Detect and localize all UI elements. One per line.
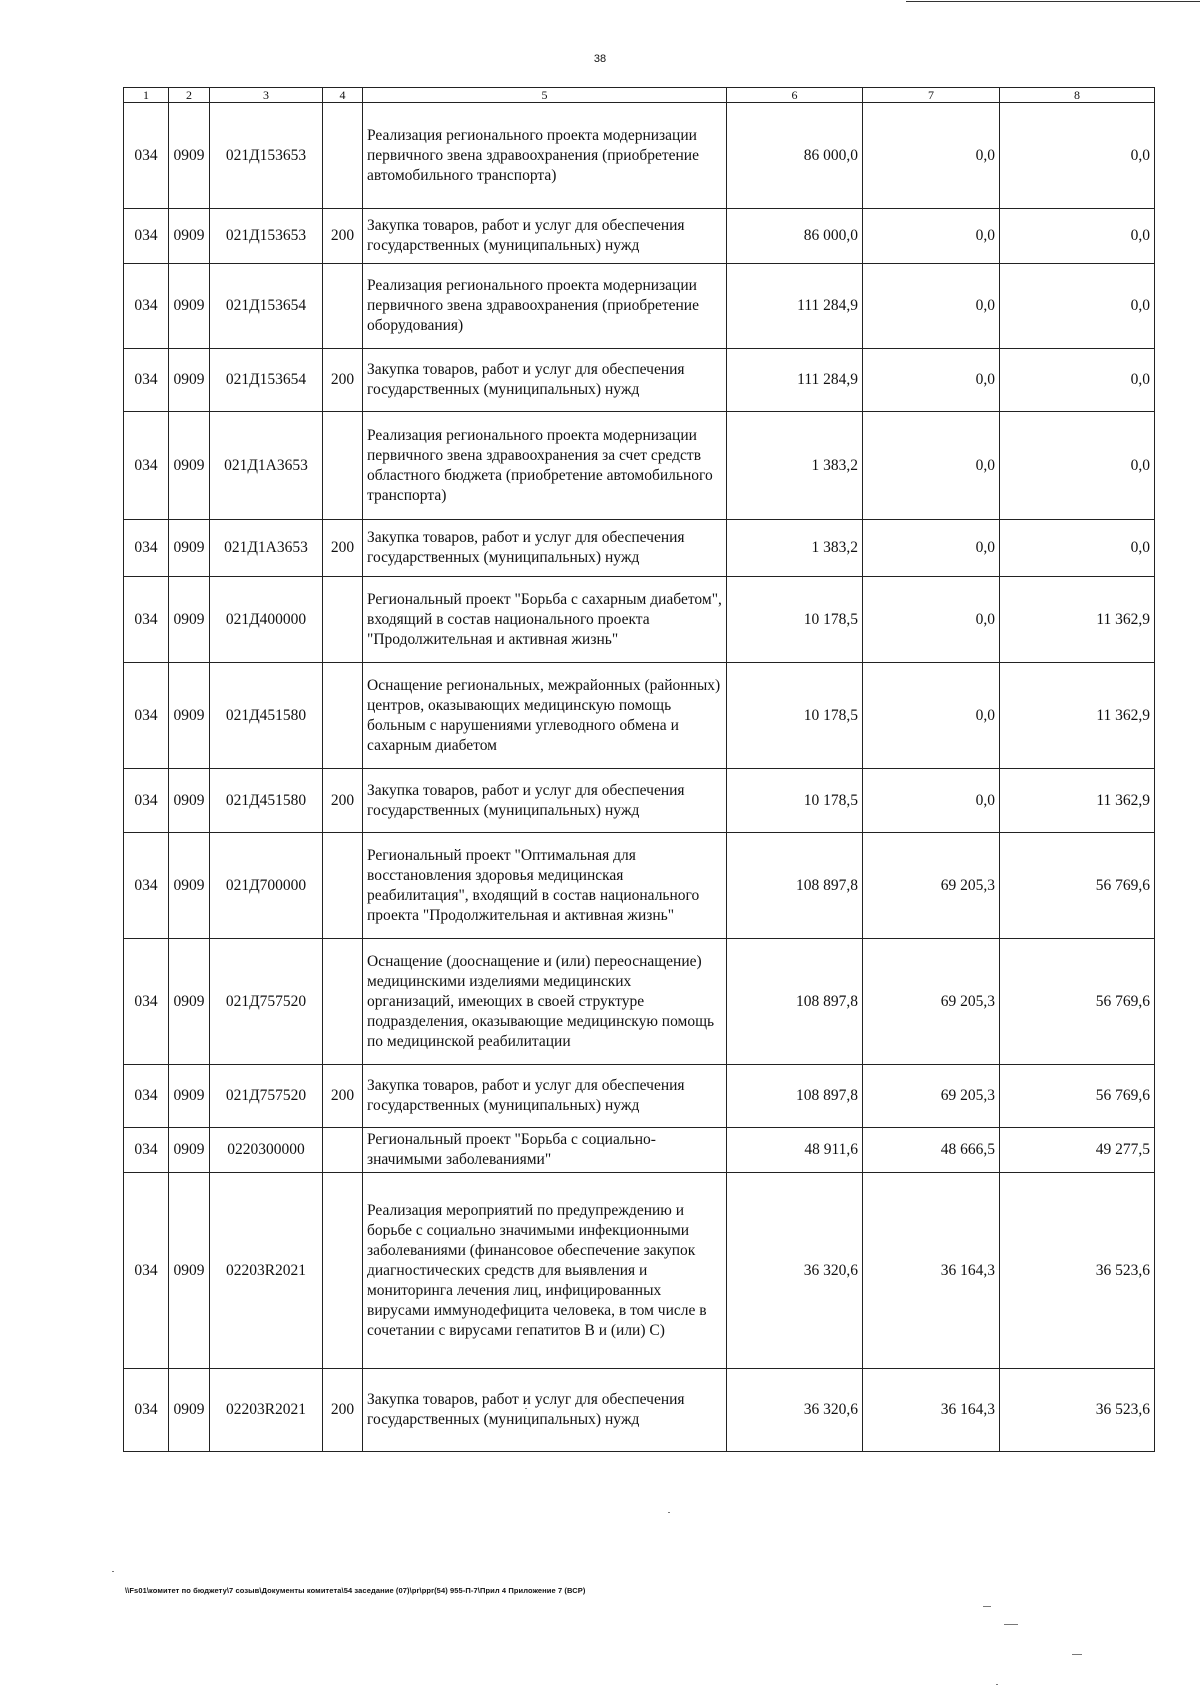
cell-admin-code: 034	[124, 520, 169, 577]
cell-admin-code: 034	[124, 1065, 169, 1128]
cell-section-code: 0909	[169, 769, 210, 833]
table-row	[124, 663, 1155, 769]
table-row	[124, 577, 1155, 663]
cell-amount-8: 0,0	[1000, 520, 1155, 577]
cell-target-code: 021Д451580	[210, 769, 323, 833]
cell-section-code: 0909	[169, 103, 210, 209]
page-number: 38	[593, 53, 607, 65]
cell-expense-type: 200	[323, 520, 363, 577]
cell-description: Реализация регионального проекта модернизации первичного звена здравоохранения за счет средств областного бюджета (приобретение автомобильного транспорта)	[363, 412, 727, 520]
cell-amount-8: 0,0	[1000, 103, 1155, 209]
table-row	[124, 264, 1155, 349]
cell-amount-6: 36 320,6	[727, 1369, 863, 1452]
cell-expense-type	[323, 264, 363, 349]
cell-section-code: 0909	[169, 1173, 210, 1369]
cell-amount-7: 0,0	[863, 769, 1000, 833]
cell-amount-8: 56 769,6	[1000, 833, 1155, 939]
col-header-2: 2	[169, 88, 210, 103]
cell-target-code: 021Д757520	[210, 1065, 323, 1128]
cell-admin-code: 034	[124, 349, 169, 412]
cell-expense-type	[323, 939, 363, 1065]
cell-amount-8: 56 769,6	[1000, 939, 1155, 1065]
cell-section-code: 0909	[169, 1065, 210, 1128]
cell-target-code: 02203R2021	[210, 1369, 323, 1452]
table-row	[124, 939, 1155, 1065]
cell-description: Региональный проект "Борьба с сахарным диабетом", входящий в состав национального проекта "Продолжительная и активная жизнь"	[363, 577, 727, 663]
cell-admin-code: 034	[124, 833, 169, 939]
cell-target-code: 021Д153653	[210, 103, 323, 209]
cell-admin-code: 034	[124, 769, 169, 833]
cell-admin-code: 034	[124, 1128, 169, 1173]
cell-description: Закупка товаров, работ и услуг для обеспечения государственных (муниципальных) нужд	[363, 769, 727, 833]
cell-amount-8: 11 362,9	[1000, 577, 1155, 663]
cell-section-code: 0909	[169, 209, 210, 264]
cell-target-code: 021Д700000	[210, 833, 323, 939]
scan-speck	[112, 1571, 114, 1572]
cell-admin-code: 034	[124, 939, 169, 1065]
cell-description: Закупка товаров, работ и услуг для обеспечения государственных (муниципальных) нужд	[363, 349, 727, 412]
cell-description: Закупка товаров, работ и услуг для обеспечения государственных (муниципальных) нужд	[363, 1065, 727, 1128]
cell-amount-7: 0,0	[863, 264, 1000, 349]
cell-amount-6: 1 383,2	[727, 520, 863, 577]
top-edge-line	[906, 1, 1200, 2]
budget-table	[123, 87, 1155, 1452]
cell-target-code: 021Д451580	[210, 663, 323, 769]
table-row	[124, 103, 1155, 209]
cell-amount-8: 49 277,5	[1000, 1128, 1155, 1173]
cell-amount-6: 108 897,8	[727, 1065, 863, 1128]
table-row	[124, 1173, 1155, 1369]
cell-amount-7: 0,0	[863, 412, 1000, 520]
table-row	[124, 349, 1155, 412]
cell-admin-code: 034	[124, 663, 169, 769]
table-row	[124, 769, 1155, 833]
scan-speck	[525, 1408, 527, 1409]
cell-amount-6: 10 178,5	[727, 577, 863, 663]
cell-expense-type	[323, 663, 363, 769]
cell-admin-code: 034	[124, 103, 169, 209]
cell-section-code: 0909	[169, 1369, 210, 1452]
table-row	[124, 1369, 1155, 1452]
col-header-5: 5	[363, 88, 727, 103]
cell-admin-code: 034	[124, 577, 169, 663]
cell-expense-type	[323, 1173, 363, 1369]
cell-target-code: 021Д757520	[210, 939, 323, 1065]
cell-section-code: 0909	[169, 1128, 210, 1173]
cell-amount-6: 86 000,0	[727, 103, 863, 209]
cell-expense-type	[323, 833, 363, 939]
cell-expense-type	[323, 577, 363, 663]
table-row	[124, 209, 1155, 264]
cell-amount-6: 36 320,6	[727, 1173, 863, 1369]
cell-amount-6: 10 178,5	[727, 769, 863, 833]
cell-expense-type: 200	[323, 349, 363, 412]
cell-amount-6: 86 000,0	[727, 209, 863, 264]
cell-amount-7: 36 164,3	[863, 1173, 1000, 1369]
col-header-4: 4	[323, 88, 363, 103]
cell-admin-code: 034	[124, 1369, 169, 1452]
cell-target-code: 021Д1А3653	[210, 520, 323, 577]
cell-amount-7: 36 164,3	[863, 1369, 1000, 1452]
cell-target-code: 021Д1А3653	[210, 412, 323, 520]
cell-section-code: 0909	[169, 264, 210, 349]
cell-amount-7: 69 205,3	[863, 833, 1000, 939]
cell-target-code: 02203R2021	[210, 1173, 323, 1369]
cell-amount-8: 0,0	[1000, 412, 1155, 520]
cell-description: Оснащение (дооснащение и (или) переоснащение) медицинскими изделиями медицинских организаций, имеющих в своей структуре подразделения, оказывающие медицинскую помощь по медицинской реабилитации	[363, 939, 727, 1065]
cell-amount-6: 108 897,8	[727, 833, 863, 939]
cell-amount-8: 56 769,6	[1000, 1065, 1155, 1128]
cell-amount-7: 69 205,3	[863, 1065, 1000, 1128]
scan-speck	[1004, 1624, 1018, 1625]
table-row	[124, 520, 1155, 577]
cell-amount-7: 48 666,5	[863, 1128, 1000, 1173]
cell-description: Закупка товаров, работ и услуг для обеспечения государственных (муниципальных) нужд	[363, 1369, 727, 1452]
cell-description: Оснащение региональных, межрайонных (районных) центров, оказывающих медицинскую помощь больным с нарушениями углеводного обмена и сахарным диабетом	[363, 663, 727, 769]
cell-admin-code: 034	[124, 264, 169, 349]
col-header-6: 6	[727, 88, 863, 103]
scan-speck	[1072, 1654, 1082, 1655]
cell-expense-type	[323, 412, 363, 520]
table-row	[124, 1128, 1155, 1173]
cell-description: Региональный проект "Борьба с социально-значимыми заболеваниями"	[363, 1128, 727, 1173]
cell-expense-type: 200	[323, 769, 363, 833]
cell-expense-type: 200	[323, 1369, 363, 1452]
cell-amount-6: 111 284,9	[727, 349, 863, 412]
col-header-7: 7	[863, 88, 1000, 103]
table-row	[124, 412, 1155, 520]
cell-section-code: 0909	[169, 663, 210, 769]
cell-amount-7: 0,0	[863, 577, 1000, 663]
cell-section-code: 0909	[169, 939, 210, 1065]
cell-target-code: 021Д400000	[210, 577, 323, 663]
cell-amount-6: 10 178,5	[727, 663, 863, 769]
cell-admin-code: 034	[124, 412, 169, 520]
cell-amount-8: 0,0	[1000, 209, 1155, 264]
cell-description: Закупка товаров, работ и услуг для обеспечения государственных (муниципальных) нужд	[363, 520, 727, 577]
table-row	[124, 1065, 1155, 1128]
cell-amount-8: 11 362,9	[1000, 663, 1155, 769]
cell-section-code: 0909	[169, 833, 210, 939]
cell-amount-7: 0,0	[863, 349, 1000, 412]
footer-file-path: \\Fs01\комитет по бюджету\7 созыв\Документы комитета\54 заседание (07)\pr\ppr(54) 955-П-7\Прил 4 Приложение 7 (ВСР)	[125, 1586, 586, 1595]
cell-description: Региональный проект "Оптимальная для восстановления здоровья медицинская реабилитация", входящий в состав национального проекта "Продолжительная и активная жизнь"	[363, 833, 727, 939]
col-header-3: 3	[210, 88, 323, 103]
cell-section-code: 0909	[169, 520, 210, 577]
cell-description: Закупка товаров, работ и услуг для обеспечения государственных (муниципальных) нужд	[363, 209, 727, 264]
cell-description: Реализация регионального проекта модернизации первичного звена здравоохранения (приобретение автомобильного транспорта)	[363, 103, 727, 209]
cell-amount-8: 36 523,6	[1000, 1173, 1155, 1369]
cell-expense-type: 200	[323, 209, 363, 264]
cell-description: Реализация регионального проекта модернизации первичного звена здравоохранения (приобретение оборудования)	[363, 264, 727, 349]
cell-amount-7: 0,0	[863, 103, 1000, 209]
cell-amount-8: 11 362,9	[1000, 769, 1155, 833]
cell-amount-7: 69 205,3	[863, 939, 1000, 1065]
cell-amount-6: 48 911,6	[727, 1128, 863, 1173]
col-header-8: 8	[1000, 88, 1155, 103]
cell-section-code: 0909	[169, 577, 210, 663]
cell-target-code: 021Д153653	[210, 209, 323, 264]
col-header-1: 1	[124, 88, 169, 103]
cell-section-code: 0909	[169, 412, 210, 520]
cell-amount-7: 0,0	[863, 663, 1000, 769]
cell-description: Реализация мероприятий по предупреждению и борьбе с социально значимыми инфекционными заболеваниями (финансовое обеспечение закупок диагностических средств для выявления и мониторинга лечения лиц, инфицированных вирусами иммунодефицита человека, в том числе в сочетании с вирусами гепатитов В и (или) С)	[363, 1173, 727, 1369]
cell-amount-8: 36 523,6	[1000, 1369, 1155, 1452]
scan-speck	[996, 1684, 998, 1685]
cell-admin-code: 034	[124, 1173, 169, 1369]
cell-amount-8: 0,0	[1000, 349, 1155, 412]
cell-section-code: 0909	[169, 349, 210, 412]
cell-admin-code: 034	[124, 209, 169, 264]
cell-expense-type	[323, 103, 363, 209]
cell-expense-type	[323, 1128, 363, 1173]
scan-speck	[983, 1606, 991, 1607]
cell-expense-type: 200	[323, 1065, 363, 1128]
table-row	[124, 833, 1155, 939]
cell-target-code: 0220300000	[210, 1128, 323, 1173]
cell-amount-6: 108 897,8	[727, 939, 863, 1065]
cell-amount-6: 1 383,2	[727, 412, 863, 520]
scan-speck	[668, 1512, 670, 1513]
table-header-row	[124, 88, 1155, 103]
cell-amount-7: 0,0	[863, 520, 1000, 577]
cell-amount-6: 111 284,9	[727, 264, 863, 349]
cell-amount-7: 0,0	[863, 209, 1000, 264]
cell-amount-8: 0,0	[1000, 264, 1155, 349]
cell-target-code: 021Д153654	[210, 264, 323, 349]
cell-target-code: 021Д153654	[210, 349, 323, 412]
